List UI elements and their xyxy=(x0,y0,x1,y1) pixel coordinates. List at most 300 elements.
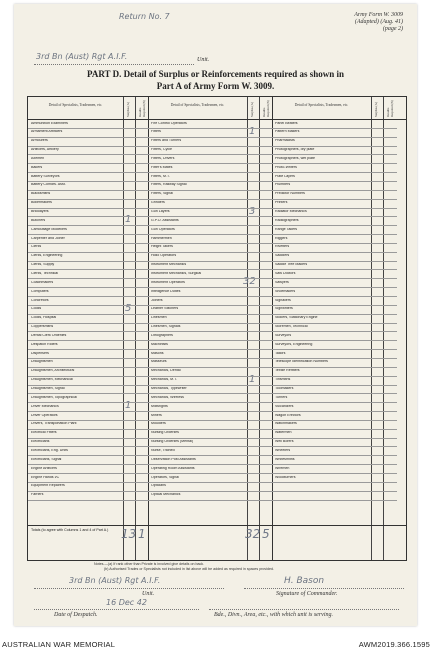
row-label: Operating Room Assistants xyxy=(151,466,195,470)
row-label: Printers xyxy=(275,201,288,205)
row-label: Millwrights xyxy=(151,404,168,408)
row-label: Textile Refitters xyxy=(275,369,300,373)
row-label: Axemen xyxy=(31,156,45,160)
row-rule xyxy=(148,181,272,182)
row-rule xyxy=(28,146,148,147)
row-label: Machinists xyxy=(151,342,168,346)
row-label: Wiremen xyxy=(275,466,290,470)
row-label: Electricians, Eng. Units xyxy=(31,448,68,452)
row-rule xyxy=(148,243,272,244)
row-label: Mechanics, M.T. xyxy=(151,378,177,382)
row-rule xyxy=(28,278,148,279)
row-label: Shoemakers xyxy=(275,289,296,293)
date-label: Date of Despatch. xyxy=(54,612,98,618)
row-rule xyxy=(272,446,397,447)
row-rule xyxy=(28,349,148,350)
note-b: (b) Authorised Trades or Specialists not included in list above will be added as required in spaces provided. xyxy=(104,567,275,571)
row-label: Well Borers xyxy=(275,440,294,444)
row-label: Pattern Makers xyxy=(275,130,300,134)
row-label: Range Takers xyxy=(275,227,298,231)
row-rule xyxy=(272,358,397,359)
row-rule xyxy=(272,314,397,315)
row-label: Linesmen xyxy=(151,316,167,320)
row-label: Fitters, Railway Signal xyxy=(151,183,187,187)
row-rule xyxy=(28,269,148,270)
note-a: Notes.—(a) If rank other than Private is involved give details on back. xyxy=(94,562,205,566)
row-label: Concretors xyxy=(31,298,49,302)
row-rule xyxy=(148,438,272,439)
row-rule xyxy=(148,464,272,465)
unit-line-bottom xyxy=(34,588,224,589)
row-label: Cooks, Hospital xyxy=(31,316,57,320)
row-label: Radiator Mechanics xyxy=(275,210,307,213)
row-rule xyxy=(148,128,272,129)
row-label: Battery Comdrs. Asst. xyxy=(31,183,66,187)
row-rule xyxy=(272,146,397,147)
row-rule xyxy=(148,411,272,412)
row-label: Nursing Orderlies (Mental) xyxy=(151,440,194,444)
row-rule xyxy=(28,296,148,297)
row-rule xyxy=(28,438,148,439)
row-label: Photographers, dry plate xyxy=(275,148,315,152)
row-rule xyxy=(28,154,148,155)
row-rule xyxy=(28,376,148,377)
total-col2-required: 5 xyxy=(262,526,270,541)
row-rule xyxy=(28,340,148,341)
handwritten-entry: 1 xyxy=(125,214,132,226)
row-label: Fitters, Signal xyxy=(151,192,173,196)
row-label: Mechanics, Wireless xyxy=(151,395,184,399)
totals-rule xyxy=(28,525,406,526)
row-label: Masseurs xyxy=(151,360,167,364)
row-rule xyxy=(28,473,148,474)
column-header-detail: Detail of Specialists, Tradesmen, etc. xyxy=(170,103,225,107)
row-rule xyxy=(148,137,272,138)
row-rule xyxy=(148,340,272,341)
row-label: Boilermakers xyxy=(31,201,52,205)
row-label: Moulders xyxy=(151,422,166,426)
row-label: Tinsmiths xyxy=(275,378,291,382)
row-rule xyxy=(272,323,397,324)
row-rule xyxy=(28,385,148,386)
row-label: Engine Hands I/C xyxy=(31,475,60,479)
row-rule xyxy=(272,172,397,173)
row-label: Plumbers xyxy=(275,183,291,187)
total-col2-surplus: 32 xyxy=(245,526,261,541)
row-rule xyxy=(28,287,148,288)
row-label: Hollo Operators xyxy=(151,254,177,258)
row-rule xyxy=(272,455,397,456)
row-label: Tailors xyxy=(275,351,286,355)
row-rule xyxy=(148,154,272,155)
row-rule xyxy=(148,385,272,386)
row-label: Photo-Writers xyxy=(275,165,297,169)
row-label: Whitesmiths xyxy=(275,457,295,461)
row-rule xyxy=(148,296,272,297)
row-rule xyxy=(148,473,272,474)
row-rule xyxy=(28,402,148,403)
row-label: Electrical Fitters xyxy=(31,431,57,435)
row-rule xyxy=(148,261,272,262)
row-rule xyxy=(272,473,397,474)
unit-underline xyxy=(34,64,194,65)
row-label: Draughtsmen, Signal xyxy=(31,387,65,390)
form-header xyxy=(354,12,403,33)
row-label: Telescope Identification Numbers xyxy=(275,360,328,364)
row-label: Farriers xyxy=(31,493,44,497)
row-rule xyxy=(272,305,397,306)
row-rule xyxy=(272,385,397,386)
row-rule xyxy=(148,455,272,456)
row-label: Rivetters xyxy=(275,245,290,249)
row-rule xyxy=(272,429,397,430)
row-rule xyxy=(28,305,148,306)
row-label: Driver Mechanics xyxy=(31,404,59,408)
row-rule xyxy=(28,482,148,483)
row-rule xyxy=(272,482,397,483)
row-rule xyxy=(272,261,397,262)
row-label: Draughtsmen, Topographical xyxy=(31,395,77,399)
row-label: Drivers, Transportation Plant xyxy=(31,422,77,426)
row-rule xyxy=(272,420,397,421)
row-label: Saddlers xyxy=(275,254,290,258)
header-rule xyxy=(28,119,406,120)
row-label: Saddle Tree Makers xyxy=(275,263,308,267)
row-label: Leather Stitchers xyxy=(151,307,179,311)
row-label: Signwriters xyxy=(275,307,293,311)
column-header-detail: Detail of Specialists, Tradesmen, etc. xyxy=(48,103,103,107)
column-header-surplus: Surplus (A) xyxy=(126,102,130,117)
row-label: Vulcanizers xyxy=(275,404,294,408)
row-rule xyxy=(148,376,272,377)
row-label: Instrument Mechanics xyxy=(151,263,187,267)
row-rule xyxy=(148,491,272,492)
form-header-line3: (page 2) xyxy=(382,26,403,32)
row-rule xyxy=(272,234,397,235)
row-rule xyxy=(28,358,148,359)
row-label: Artificers, Artillery xyxy=(31,148,59,152)
handwritten-return-number: Return No. 7 xyxy=(119,12,170,21)
row-rule xyxy=(28,252,148,253)
row-rule xyxy=(272,243,397,244)
row-label: Clerks, Technical xyxy=(31,271,59,275)
bde-label: Bde., Divn., Area, etc., with which unit is serving. xyxy=(214,612,333,618)
row-rule xyxy=(28,261,148,262)
row-rule xyxy=(148,500,272,501)
row-rule xyxy=(28,331,148,332)
row-label: Riggers xyxy=(275,236,288,240)
row-rule xyxy=(148,331,272,332)
row-label: Fitters and Turners xyxy=(151,139,182,143)
row-rule xyxy=(148,216,272,217)
handwritten-unit: 3rd Bn (Aust) Rgt A.I.F. xyxy=(36,52,128,61)
row-label: Height Takers xyxy=(151,245,173,249)
row-rule xyxy=(28,455,148,456)
row-label: Dispensers xyxy=(31,351,49,355)
row-rule xyxy=(148,199,272,200)
column-header-surplus: Surplus (A) xyxy=(374,102,378,117)
row-rule xyxy=(28,172,148,173)
row-rule xyxy=(148,287,272,288)
row-label: Despatch Riders xyxy=(31,342,58,346)
unit-label: Unit. xyxy=(197,57,210,63)
row-rule xyxy=(148,225,272,226)
row-rule xyxy=(272,269,397,270)
row-label: Watermen xyxy=(275,431,292,435)
row-label: Lithographers xyxy=(151,333,173,337)
row-rule xyxy=(28,464,148,465)
row-label: Instrument Mechanics, Surgical xyxy=(151,271,202,275)
row-rule xyxy=(28,181,148,182)
row-rule xyxy=(148,446,272,447)
row-label: Radiographers xyxy=(275,218,299,222)
column-header-required: Results Required (B) xyxy=(386,100,394,117)
row-rule xyxy=(272,216,397,217)
row-label: Saw Doctors xyxy=(275,271,296,275)
row-label: Linesmen, Signals xyxy=(151,325,181,329)
row-label: Sawyers xyxy=(275,280,289,284)
row-label: Panel Beaters xyxy=(275,121,298,125)
row-label: Mechanics, Dental xyxy=(151,369,181,373)
row-label: Toolmakers xyxy=(275,387,294,390)
row-rule xyxy=(28,163,148,164)
row-label: Optical Mechanics xyxy=(151,493,181,497)
row-label: Wagon Erectors xyxy=(275,413,301,417)
row-label: Clerks, Engineering xyxy=(31,254,63,258)
row-label: Butchers xyxy=(31,218,46,222)
handwritten-entry: 32 xyxy=(243,276,256,288)
title-line1: PART D. Detail of Surplus or Reinforcements required as shown in xyxy=(87,69,344,79)
row-label: Ammunition Examiners xyxy=(31,121,68,125)
totals-label: Totals (to agree with Columns 1 and 4 of Part A.) xyxy=(31,527,109,532)
row-label: Signallers xyxy=(275,298,291,302)
row-rule xyxy=(148,429,272,430)
row-label: Draughtsmen, Mechanical xyxy=(31,378,73,382)
bde-line xyxy=(209,609,399,610)
row-rule xyxy=(272,376,397,377)
row-rule xyxy=(28,208,148,209)
handwritten-entry: 1 xyxy=(125,400,132,412)
row-rule xyxy=(148,146,272,147)
row-label: G.P.O. Assistants xyxy=(151,218,179,222)
row-label: Storemen, Technical xyxy=(275,325,308,329)
row-rule xyxy=(272,367,397,368)
row-label: Predictor Numbers xyxy=(275,192,305,196)
row-label: Intelligence Duties xyxy=(151,289,181,293)
row-rule xyxy=(148,323,272,324)
row-label: Watchmakers xyxy=(275,422,297,426)
form-page xyxy=(14,4,417,626)
row-rule xyxy=(28,137,148,138)
row-label: Joiners xyxy=(151,298,163,302)
row-rule xyxy=(28,243,148,244)
row-label: Surveyors xyxy=(275,333,292,337)
row-rule xyxy=(28,199,148,200)
row-rule xyxy=(148,172,272,173)
row-rule xyxy=(148,349,272,350)
row-label: Pharmacists xyxy=(275,139,295,143)
row-rule xyxy=(148,367,272,368)
row-rule xyxy=(148,234,272,235)
row-rule xyxy=(28,234,148,235)
row-rule xyxy=(272,402,397,403)
handwritten-unit-bottom: 3rd Bn (Aust) Rgt A.I.F. xyxy=(69,576,161,585)
row-rule xyxy=(148,393,272,394)
row-rule xyxy=(28,411,148,412)
row-label: Driver Operators xyxy=(31,413,58,417)
row-rule xyxy=(28,190,148,191)
row-label: Coppersmiths xyxy=(31,325,54,329)
row-rule xyxy=(272,190,397,191)
row-rule xyxy=(272,349,397,350)
row-rule xyxy=(148,358,272,359)
handwritten-entry: 1 xyxy=(249,373,256,385)
row-label: Bakers xyxy=(31,165,43,169)
row-rule xyxy=(28,429,148,430)
row-label: Nursing Orderlies xyxy=(151,431,179,435)
date-line xyxy=(34,609,199,610)
row-rule xyxy=(272,500,397,501)
row-label: Masons xyxy=(151,351,164,355)
row-rule xyxy=(272,163,397,164)
caption-right: AWM2019.366.1595 xyxy=(358,640,430,649)
row-label: Operators, Signal xyxy=(151,475,179,479)
row-rule xyxy=(272,278,397,279)
row-label: Carpenter and Joiner xyxy=(31,236,65,240)
row-rule xyxy=(148,269,272,270)
row-rule xyxy=(272,340,397,341)
row-rule xyxy=(148,314,272,315)
row-rule xyxy=(272,491,397,492)
row-label: Armament Artificers xyxy=(31,130,63,134)
total-col1-required: 1 xyxy=(138,526,146,541)
handwritten-signature: H. Bason xyxy=(284,576,325,586)
row-rule xyxy=(272,181,397,182)
row-label: Gun Layers xyxy=(151,210,170,213)
row-label: Hammermen xyxy=(151,236,172,240)
signature-label: Signature of Commander. xyxy=(276,591,338,597)
row-rule xyxy=(148,482,272,483)
row-label: Computers xyxy=(31,289,49,293)
row-label: Observation Post Assistants xyxy=(151,457,196,461)
row-label: Draughtsmen xyxy=(31,360,53,364)
row-rule xyxy=(28,420,148,421)
handwritten-entry: 3 xyxy=(249,205,256,217)
row-label: Clerks, Supply xyxy=(31,263,55,267)
row-rule xyxy=(148,420,272,421)
handwritten-entry: 5 xyxy=(125,302,132,314)
row-rule xyxy=(272,393,397,394)
row-rule xyxy=(148,402,272,403)
unit-label-bottom: Unit. xyxy=(142,591,155,597)
row-rule xyxy=(148,208,272,209)
row-label: Electricians xyxy=(31,440,50,444)
row-rule xyxy=(272,331,397,332)
row-label: Grinders xyxy=(151,201,165,205)
form-header-line1: Army Form W. 3009 xyxy=(354,12,403,18)
column-header-surplus: Surplus (A) xyxy=(250,102,254,117)
column-header-detail: Detail of Specialists, Tradesmen, etc. xyxy=(294,103,349,107)
row-label: Equipment Repairers xyxy=(31,484,65,488)
row-label: Dental Clerk Orderlies xyxy=(31,333,67,337)
row-label: Instrument Operators xyxy=(151,280,185,284)
row-label: Miners xyxy=(151,413,162,417)
row-rule xyxy=(148,278,272,279)
row-label: Opticians xyxy=(151,484,166,488)
row-label: Fitter's Mates xyxy=(151,165,173,169)
row-label: Engine Artificers xyxy=(31,466,57,470)
row-rule xyxy=(28,393,148,394)
total-col1-surplus: 13 xyxy=(121,526,137,541)
row-label: Cooks xyxy=(31,307,42,311)
row-label: Clerks xyxy=(31,245,42,249)
row-rule xyxy=(272,296,397,297)
column-header-required: Results Required (B) xyxy=(262,100,270,117)
specialists-table xyxy=(27,96,407,561)
row-rule xyxy=(272,225,397,226)
row-label: Mechanics, Typewriter xyxy=(151,387,187,390)
row-rule xyxy=(272,252,397,253)
row-rule xyxy=(148,190,272,191)
row-label: Fire Control Operators xyxy=(151,121,187,125)
row-rule xyxy=(272,137,397,138)
title-line2: Part A of Army Form W. 3009. xyxy=(156,81,275,91)
signature-line xyxy=(244,588,404,589)
row-label: Stokers, Stationary Engine xyxy=(275,316,318,320)
row-rule xyxy=(272,438,397,439)
row-label: Bricklayers xyxy=(31,210,49,213)
row-label: Photographers, wet plate xyxy=(275,156,315,160)
row-rule xyxy=(272,464,397,465)
row-label: Fitters, Cycle xyxy=(151,148,172,152)
row-rule xyxy=(148,305,272,306)
row-rule xyxy=(272,199,397,200)
row-rule xyxy=(28,225,148,226)
row-rule xyxy=(272,208,397,209)
row-label: Fitters, Drivers xyxy=(151,156,175,160)
row-label: Electricians, Signal xyxy=(31,457,62,461)
row-label: Camouflage Modellers xyxy=(31,227,67,231)
row-label: Battery Surveyors xyxy=(31,174,60,178)
row-rule xyxy=(272,411,397,412)
row-rule xyxy=(28,128,148,129)
row-rule xyxy=(148,252,272,253)
row-label: Nurse, Trained xyxy=(151,448,175,452)
row-rule xyxy=(28,314,148,315)
form-header-line2: (Adapted) (Aug. 41) xyxy=(354,19,403,25)
row-rule xyxy=(28,216,148,217)
handwritten-date: 16 Dec 42 xyxy=(106,598,147,607)
row-label: Plate Layers xyxy=(275,174,295,178)
caption-left: AUSTRALIAN WAR MEMORIAL xyxy=(2,640,116,649)
column-header-required: Results Required (B) xyxy=(138,100,146,117)
row-rule xyxy=(272,154,397,155)
row-label: Blacksmiths xyxy=(31,192,51,196)
notes xyxy=(54,562,384,572)
row-label: Turners xyxy=(275,395,288,399)
row-rule xyxy=(272,287,397,288)
row-rule xyxy=(28,367,148,368)
row-rule xyxy=(28,491,148,492)
row-label: Fitters, M.T. xyxy=(151,174,170,178)
row-label: Armourers xyxy=(31,139,48,143)
row-label: Wheelers xyxy=(275,448,291,452)
row-label: Woodturners xyxy=(275,475,296,479)
row-rule xyxy=(28,500,148,501)
row-label: Fitters xyxy=(151,130,161,134)
row-rule xyxy=(28,446,148,447)
row-label: Gun Operators xyxy=(151,227,175,231)
